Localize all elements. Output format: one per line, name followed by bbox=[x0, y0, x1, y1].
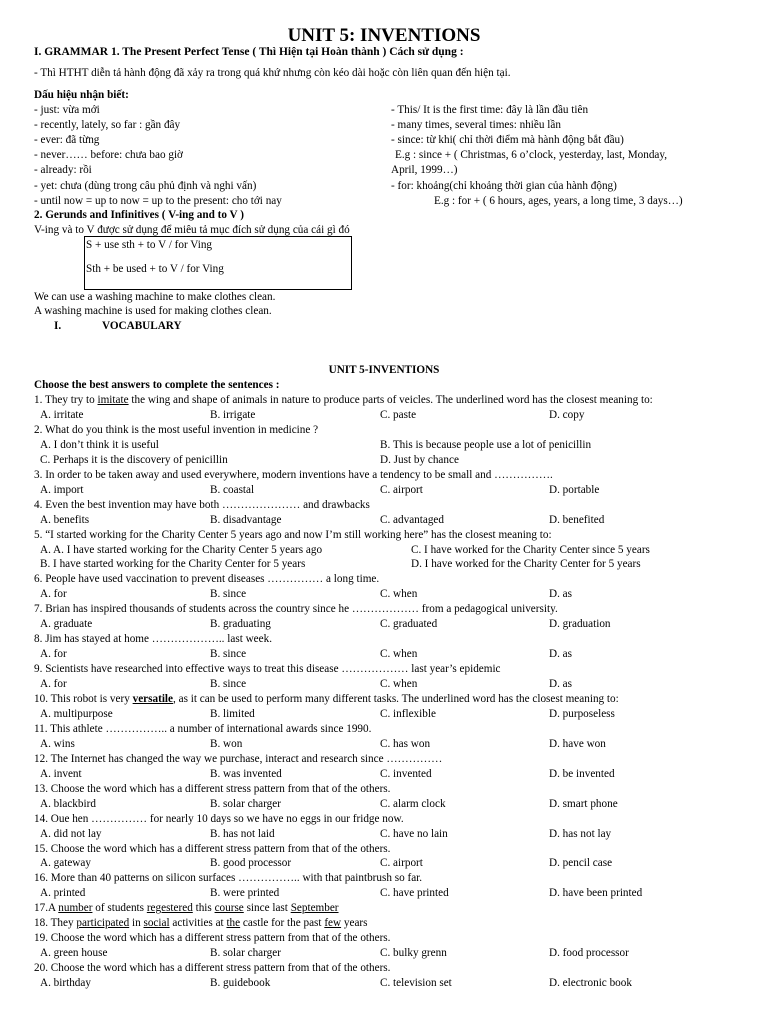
answer-option[interactable]: D. as bbox=[549, 588, 572, 601]
question-text bbox=[34, 662, 501, 677]
question-segment: 4. Even the best invention may have both ………………… and drawbacks bbox=[34, 498, 370, 511]
question-segment: years bbox=[341, 917, 368, 930]
answer-option[interactable]: A. invent bbox=[40, 767, 82, 780]
underlined-word: few bbox=[324, 917, 342, 930]
underlined-word: participated bbox=[76, 917, 130, 930]
example-sentence-2: A washing machine is used for making clothes clean. bbox=[34, 305, 272, 317]
answer-option[interactable]: D. purposeless bbox=[549, 707, 615, 720]
answer-option[interactable]: A. benefits bbox=[40, 513, 90, 526]
answer-option[interactable]: C. when bbox=[380, 588, 418, 601]
answer-option[interactable]: C. when bbox=[380, 678, 418, 691]
signal-item: - ever: đã từng bbox=[34, 134, 100, 147]
answer-option[interactable]: C. airport bbox=[380, 483, 423, 496]
answer-option[interactable]: C. I have worked for the Charity Center since 5 years bbox=[411, 543, 650, 556]
question-text bbox=[34, 931, 390, 946]
answer-option[interactable]: A. for bbox=[40, 678, 67, 691]
question-text bbox=[34, 423, 318, 438]
answer-option[interactable]: D. Just by chance bbox=[380, 453, 459, 466]
question-text bbox=[34, 782, 390, 797]
answer-option[interactable]: A. for bbox=[40, 588, 67, 601]
signal-item: - recently, lately, so far : gần đây bbox=[34, 119, 181, 132]
answer-option[interactable]: A. wins bbox=[40, 737, 75, 750]
signal-item: - many times, several times: nhiều lần bbox=[391, 119, 561, 132]
gerunds-heading: 2. Gerunds and Infinitives ( V-ing and to V ) bbox=[34, 209, 244, 221]
question-text bbox=[34, 468, 553, 483]
answer-option[interactable]: A. did not lay bbox=[40, 827, 102, 840]
question-segment: the wing and shape of animals in nature to produce parts of veicles. The underlined word has the closest meaning to: bbox=[128, 394, 653, 406]
underlined-word: course bbox=[214, 902, 244, 915]
answer-option[interactable]: B. were printed bbox=[210, 887, 280, 900]
question-text bbox=[34, 722, 371, 737]
question-segment: 18. They bbox=[34, 917, 77, 930]
answer-option[interactable]: D. food processor bbox=[549, 947, 629, 960]
answer-option[interactable]: C. airport bbox=[380, 857, 423, 870]
question-text bbox=[34, 498, 370, 513]
answer-option[interactable]: A. birthday bbox=[40, 977, 91, 990]
underlined-word: the bbox=[226, 917, 241, 930]
question-segment: 20. Choose the word which has a different stress pattern from that of the others. bbox=[34, 962, 391, 975]
question-segment: 13. Choose the word which has a different stress pattern from that of the others. bbox=[34, 782, 391, 795]
question-segment: 7. Brian has inspired thousands of students across the country since he ……………… from a pedagogical university. bbox=[34, 603, 558, 616]
answer-option[interactable]: B. irrigate bbox=[210, 408, 256, 421]
exercise-instruction: Choose the best answers to complete the sentences : bbox=[34, 379, 280, 391]
question-segment: of students bbox=[92, 902, 147, 915]
answer-option[interactable]: C. graduated bbox=[380, 618, 438, 631]
answer-option[interactable]: D. as bbox=[549, 678, 572, 691]
signals-heading: Dấu hiệu nhận biết: bbox=[34, 89, 129, 101]
signal-item: - already: rồi bbox=[34, 164, 92, 177]
answer-option[interactable]: B. solar charger bbox=[210, 797, 281, 810]
answer-option[interactable]: D. I have worked for the Charity Center for 5 years bbox=[411, 558, 641, 571]
question-segment: 14. Oue hen …………… for nearly 10 days so we have no eggs in our fridge now. bbox=[34, 812, 404, 825]
signal-item: - yet: chưa (dùng trong câu phủ định và nghi vấn) bbox=[34, 179, 257, 192]
answer-option[interactable]: B. I have started working for the Charity Center for 5 years bbox=[40, 558, 306, 571]
answer-option[interactable]: A. green house bbox=[40, 947, 108, 960]
answer-option[interactable]: B. was invented bbox=[210, 767, 282, 780]
question-segment: 15. Choose the word which has a different stress pattern from that of the others. bbox=[34, 842, 391, 855]
answer-option[interactable]: B. solar charger bbox=[210, 947, 281, 960]
signal-item: - just: vừa mới bbox=[34, 104, 100, 116]
question-text bbox=[34, 812, 404, 827]
question-text bbox=[34, 692, 619, 707]
answer-option[interactable]: A. blackbird bbox=[40, 797, 96, 810]
question-segment: 12. The Internet has changed the way we purchase, interact and research since …………… bbox=[34, 752, 443, 765]
question-text bbox=[34, 572, 379, 587]
question-text bbox=[34, 528, 552, 543]
signal-item: - for: khoảng(chỉ khoảng thời gian của hành động) bbox=[391, 179, 617, 192]
question-segment: since last bbox=[243, 902, 291, 915]
question-segment: 19. Choose the word which has a different stress pattern from that of the others. bbox=[34, 932, 391, 945]
answer-option[interactable]: D. be invented bbox=[549, 767, 615, 780]
signal-item: - never…… before: chưa bao giờ bbox=[34, 149, 183, 162]
answer-option[interactable]: D. graduation bbox=[549, 618, 611, 631]
question-segment: 17.A bbox=[34, 902, 59, 915]
answer-option[interactable]: C. have printed bbox=[380, 887, 449, 900]
formula-line-2: Sth + be used + to V / for Ving bbox=[86, 263, 224, 275]
answer-option[interactable]: D. have won bbox=[549, 737, 606, 750]
answer-option[interactable]: C. television set bbox=[380, 977, 452, 990]
question-segment: 16. More than 40 patterns on silicon surfaces …………….. with that paintbrush so far. bbox=[34, 872, 423, 885]
answer-option[interactable]: A. import bbox=[40, 483, 84, 496]
answer-option[interactable]: C. has won bbox=[380, 737, 431, 750]
answer-option[interactable]: D. electronic book bbox=[549, 977, 632, 990]
answer-option[interactable]: D. has not lay bbox=[549, 827, 612, 840]
answer-option[interactable]: C. bulky grenn bbox=[380, 947, 447, 960]
answer-option[interactable]: A. printed bbox=[40, 887, 86, 900]
answer-option[interactable]: C. Perhaps it is the discovery of penicillin bbox=[40, 453, 228, 466]
question-segment: 9. Scientists have researched into effective ways to treat this disease ……………… last year’s epidemic bbox=[34, 663, 501, 676]
question-segment: 11. This athlete …………….. a number of international awards since 1990. bbox=[34, 722, 372, 735]
question-text bbox=[34, 602, 558, 617]
question-segment: 6. People have used vaccination to prevent diseases …………… a long time. bbox=[34, 573, 380, 586]
answer-option[interactable]: D. benefited bbox=[549, 513, 605, 526]
answer-option[interactable]: D. as bbox=[549, 648, 572, 661]
answer-option[interactable]: B. since bbox=[210, 588, 247, 601]
question-text bbox=[34, 393, 653, 408]
signal-item: - since: từ khi( chỉ thời điểm mà hành động bắt đầu) bbox=[391, 134, 624, 147]
answer-option[interactable]: D. copy bbox=[549, 408, 585, 421]
answer-option[interactable]: D. smart phone bbox=[549, 797, 618, 810]
question-text bbox=[34, 871, 422, 886]
answer-option[interactable]: C. alarm clock bbox=[380, 797, 446, 810]
signal-item: - This/ It is the first time: đây là lần đầu tiên bbox=[391, 104, 589, 116]
answer-option[interactable]: C. have no lain bbox=[380, 827, 448, 840]
vocabulary-heading: VOCABULARY bbox=[102, 320, 182, 332]
underlined-word: social bbox=[143, 917, 170, 930]
answer-option[interactable]: C. inflexible bbox=[380, 707, 436, 720]
answer-option[interactable]: B. has not laid bbox=[210, 827, 275, 840]
question-text bbox=[34, 901, 339, 916]
question-segment: activities at bbox=[169, 917, 227, 930]
answer-option[interactable]: B. since bbox=[210, 678, 247, 691]
underlined-word: versatile bbox=[132, 693, 174, 705]
question-text bbox=[34, 632, 272, 647]
answer-option[interactable]: D. pencil case bbox=[549, 857, 613, 870]
usage-text: - Thì HTHT diễn tả hành động đã xảy ra trong quá khứ nhưng còn kéo dài hoặc còn liên quan đến hiện tại. bbox=[34, 67, 511, 79]
signal-item: E.g : for + ( 6 hours, ages, years, a long time, 3 days…) bbox=[434, 194, 683, 207]
answer-option[interactable]: B. won bbox=[210, 737, 243, 750]
signal-item: E.g : since + ( Christmas, 6 o’clock, yesterday, last, Monday, bbox=[395, 149, 668, 162]
answer-option[interactable]: C. invented bbox=[380, 767, 432, 780]
underlined-word: September bbox=[290, 902, 339, 915]
question-segment: 2. What do you think is the most useful invention in medicine ? bbox=[34, 423, 319, 436]
answer-option[interactable]: A. I don’t think it is useful bbox=[40, 438, 159, 451]
question-segment: castle for the past bbox=[240, 917, 325, 930]
answer-option[interactable]: B. good processor bbox=[210, 857, 292, 870]
question-text bbox=[34, 916, 368, 931]
question-segment: 10. This robot is very bbox=[34, 693, 133, 705]
answer-option[interactable]: B. limited bbox=[210, 707, 255, 720]
question-segment: 3. In order to be taken away and used everywhere, modern inventions have a tendency to be small and ……………. bbox=[34, 468, 553, 481]
answer-option[interactable]: A. A. I have started working for the Charity Center 5 years ago bbox=[40, 543, 323, 556]
signal-item: April, 1999…) bbox=[391, 164, 458, 177]
answer-option[interactable]: C. advantaged bbox=[380, 513, 444, 526]
example-sentence-1: We can use a washing machine to make clothes clean. bbox=[34, 291, 276, 303]
answer-option[interactable]: B. guidebook bbox=[210, 977, 271, 990]
question-text bbox=[34, 752, 442, 767]
exercise-title: UNIT 5-INVENTIONS bbox=[328, 364, 440, 376]
answer-option[interactable]: A. multipurpose bbox=[40, 707, 113, 720]
answer-option[interactable]: B. since bbox=[210, 648, 247, 661]
answer-option[interactable]: D. portable bbox=[549, 483, 600, 496]
vocabulary-number: I. bbox=[54, 320, 62, 332]
question-text bbox=[34, 842, 390, 857]
underlined-word: imitate bbox=[97, 394, 129, 406]
grammar-heading: I. GRAMMAR 1. The Present Perfect Tense ( Thì Hiện tại Hoàn thành ) Cách sử dụng : bbox=[34, 46, 464, 58]
answer-option[interactable]: A. for bbox=[40, 648, 67, 661]
answer-option[interactable]: B. disadvantage bbox=[210, 513, 282, 526]
question-segment: , as it can be used to perform many different tasks. The underlined word has the closest meaning to: bbox=[173, 693, 619, 705]
answer-option[interactable]: D. have been printed bbox=[549, 887, 643, 900]
question-segment: 5. “I started working for the Charity Center 5 years ago and now I’m still working here” has the closest meaning to: bbox=[34, 528, 552, 541]
answer-option[interactable]: B. This is because people use a lot of penicillin bbox=[380, 438, 592, 451]
question-segment: 1. They try to bbox=[34, 394, 98, 406]
underlined-word: regestered bbox=[146, 902, 193, 915]
answer-option[interactable]: A. gateway bbox=[40, 857, 91, 870]
underlined-word: number bbox=[58, 902, 93, 915]
answer-option[interactable]: B. coastal bbox=[210, 483, 255, 496]
page-title: UNIT 5: INVENTIONS bbox=[287, 25, 481, 46]
gerunds-description: V-ing và to V được sử dụng để miêu tả mục đích sử dụng của cái gì đó bbox=[34, 224, 350, 236]
question-segment: 8. Jim has stayed at home ……………….. last week. bbox=[34, 633, 273, 646]
question-segment: in bbox=[129, 917, 144, 930]
question-segment: this bbox=[192, 902, 215, 915]
answer-option[interactable]: C. paste bbox=[380, 408, 417, 421]
answer-option[interactable]: A. irritate bbox=[40, 408, 84, 421]
signal-item: - until now = up to now = up to the present: cho tới nay bbox=[34, 194, 282, 207]
answer-option[interactable]: B. graduating bbox=[210, 618, 271, 631]
answer-option[interactable]: C. when bbox=[380, 648, 418, 661]
answer-option[interactable]: A. graduate bbox=[40, 618, 93, 631]
question-text bbox=[34, 961, 390, 976]
formula-line-1: S + use sth + to V / for Ving bbox=[86, 239, 213, 251]
